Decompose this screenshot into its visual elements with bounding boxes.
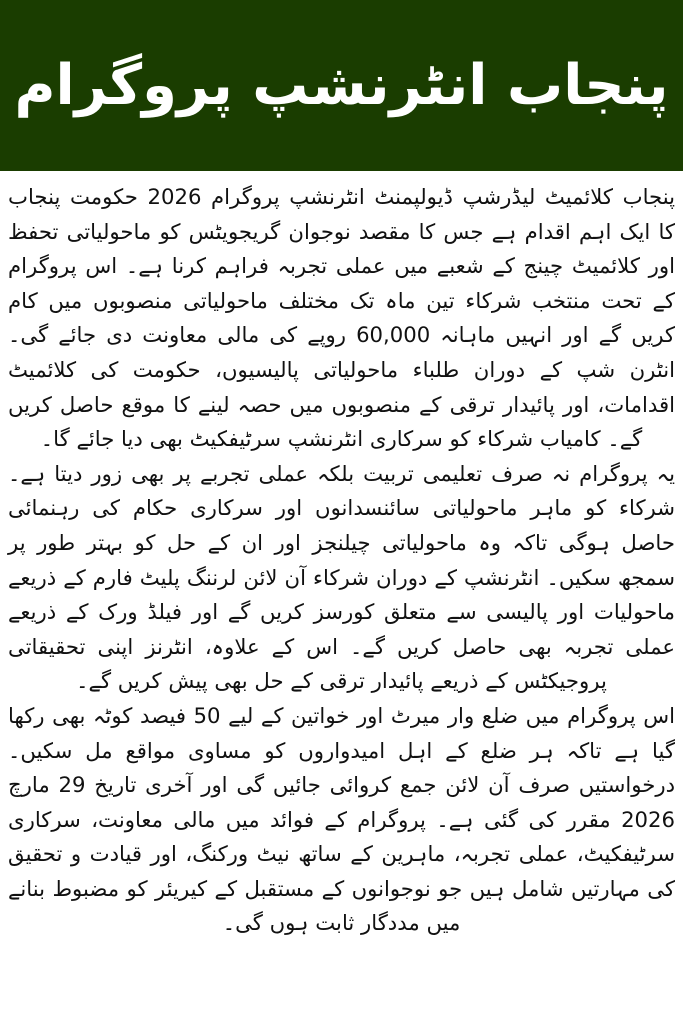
article-body [8, 180, 675, 941]
title-banner [0, 0, 683, 171]
paragraph-training: یہ پروگرام نہ صرف تعلیمی تربیت بلکہ عملی تجربے پر بھی زور دیتا ہے۔ شرکاء کو ماہر ماحولیاتی سائنسدانوں اور سرکاری حکام کی رہنمائی حاصل ہوگی تاکہ وہ ماحولیاتی چیلنجز اور ان کے حل کو بہتر طور پر سمجھ سکیں۔ انٹرنشپ کے دوران شرکاء آن لائن لرننگ پلیٹ فارم کے ذریعے ماحولیات اور پالیسی سے متعلق کورسز کریں گے اور فیلڈ ورک کے ذریعے عملی تجربہ بھی حاصل کریں گے۔ اس کے علاوہ، انٹرنز اپنی تحقیقاتی پروجیکٹس کے ذریعے پائیدار ترقی کے حل بھی پیش کریں گے۔ [8, 460, 675, 694]
page-title: پنجاب انٹرنشپ پروگرام [14, 52, 669, 118]
paragraph-eligibility: اس پروگرام میں ضلع وار میرٹ اور خواتین کے لیے 50 فیصد کوٹہ بھی رکھا گیا ہے تاکہ ہر ضلع کے اہل امیدواروں کو مساوی مواقع مل سکیں۔ درخواستیں صرف آن لائن جمع کروائی جائیں گی اور آخری تاریخ 29 مارچ 2026 مقرر کی گئی ہے۔ پروگرام کے فوائد میں مالی معاونت، سرکاری سرٹیفکیٹ، عملی تجربہ، ماہرین کے ساتھ نیٹ ورکنگ، اور قیادت و تحقیق کی مہارتیں شامل ہیں جو نوجوانوں کے مستقبل کے کیریئر کو مضبوط بنانے میں مددگار ثابت ہوں گی۔ [8, 702, 676, 936]
paragraph-overview: پنجاب کلائمیٹ لیڈرشپ ڈیولپمنٹ انٹرنشپ پروگرام 2026 حکومت پنجاب کا ایک اہم اقدام ہے جس کا مقصد نوجوان گریجویٹس کو ماحولیاتی تحفظ اور کلائمیٹ چینج کے شعبے میں عملی تجربہ فراہم کرنا ہے۔ اس پروگرام کے تحت منتخب شرکاء تین ماہ تک مختلف ماحولیاتی منصوبوں میں کام کریں گے اور انہیں ماہانہ 60,000 روپے کی مالی معاونت دی جائے گی۔ انٹرن شپ کے دوران طلباء ماحولیاتی پالیسیوں، حکومت کی کلائمیٹ اقدامات، اور پائیدار ترقی کے منصوبوں میں حصہ لینے کا موقع حاصل کریں گے۔ کامیاب شرکاء کو سرکاری انٹرنشپ سرٹیفکیٹ بھی دیا جائے گا۔ [8, 184, 675, 452]
